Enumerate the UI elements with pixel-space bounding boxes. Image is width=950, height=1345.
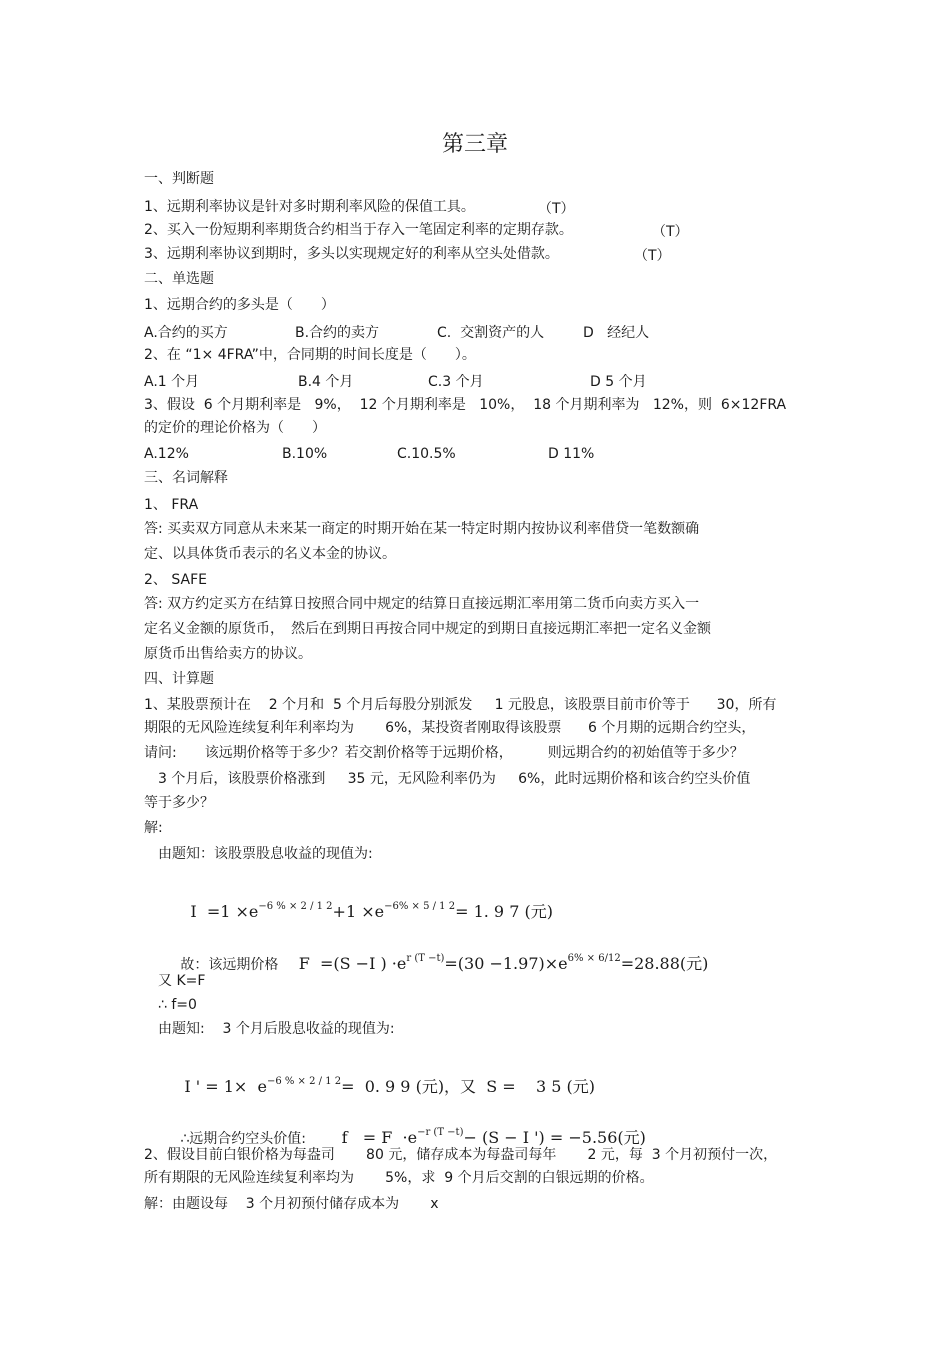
sc-q1-option-b: B.合约的卖方 <box>295 325 380 341</box>
sc-q1-option-a: A.合约的买方 <box>144 325 228 341</box>
sc-q1-option-d: D 经纪人 <box>583 325 650 341</box>
sc-question-1: 1、远期合约的多头是（ ） <box>144 297 335 313</box>
section-heading-calc: 四、计算题 <box>144 671 214 687</box>
calc-p1-line-3: 请问: 该远期价格等于多少？若交割价格等于远期价格， 则远期合约的初始值等于多少？ <box>144 745 744 761</box>
term-safe-answer-3: 原货币出售给卖方的协议。 <box>144 646 312 662</box>
sc-q1-option-c: C. 交割资产的人 <box>437 325 545 341</box>
sc-q3-option-b: B.10% <box>282 446 328 462</box>
tf-answer-1: （T） <box>538 201 575 217</box>
formula-dividend-pv-3m: I ' = $1\times e^{-6 \% \times 2 / 1 2}= 0$. 9 9 (元)，又 S = 3 5 (元) <box>184 1076 596 1096</box>
section-heading-single-choice: 二、单选题 <box>144 271 214 287</box>
tf-answer-2: （T） <box>652 224 689 240</box>
calc-p1-line-4: 3 个月后，该股票价格涨到 35 元，无风险利率仍为 6%，此时远期价格和该合约空头价值 <box>158 771 751 787</box>
calc-p2-line-2: 所有期限的无风险连续复利率均为 5%，求 9 个月后交割的白银远期的价格。 <box>144 1170 654 1186</box>
formula-forward-price: 故：该远期价格 F =(S −I ) $\cdot e^{r (T -t)}=(30 -1.97)\times e^{6\% \times 6/12}=28.88$(元) <box>180 953 709 973</box>
tf-question-3: 3、远期利率协议到期时，多头以实现规定好的利率从空头处借款。 <box>144 246 559 262</box>
calc-p1-line-2: 期限的无风险连续复利年利率均为 6%，某投资者刚取得该股票 6 个月期的远期合约空头， <box>144 720 756 736</box>
sc-question-3-cont: 的定价的理论价格为（ ） <box>144 420 326 436</box>
sc-q3-option-d: D 11% <box>548 446 595 462</box>
calc-p1-line-1: 1、某股票预计在 2 个月和 5 个月后每股分别派发 1 元股息，该股票目前市价等于 30，所有 <box>144 697 777 713</box>
formula-short-value: ∴远期合约空头价值: $f = F \cdot e^{-r (T -t)}- (S - I$ ') = −5.56(元) <box>180 1127 646 1147</box>
solution-label: 解: <box>144 820 163 836</box>
solution-line-3m: 由题知: 3 个月后股息收益的现值为: <box>158 1021 395 1037</box>
calc-p2-line-1: 2、假设目前白银价格为每盎司 80 元，储存成本为每盎司每年 2 元，每 3 个月初预付一次， <box>144 1147 778 1163</box>
section-heading-true-false: 一、判断题 <box>144 171 214 187</box>
term-fra: 1、 FRA <box>144 497 199 513</box>
tf-answer-3: （T） <box>634 248 671 264</box>
sc-question-2: 2、在 “1× 4FRA”中，合同期的时间长度是（ ）。 <box>144 347 476 363</box>
sc-question-3: 3、假设 6 个月期利率是 9%， 12 个月期利率是 10%， 18 个月期利率为 12%，则 6×12FRA <box>144 397 787 413</box>
solution-f-zero: ∴ f=0 <box>158 997 197 1013</box>
term-safe: 2、 SAFE <box>144 572 207 588</box>
term-safe-answer-2: 定名义金额的原货币， 然后在到期日再按合同中规定的到期日直接远期汇率把一定名义金额 <box>144 621 711 637</box>
solution-k-equals-f: 又 K=F <box>158 973 206 989</box>
term-safe-answer-1: 答: 双方约定买方在结算日按照合同中规定的结算日直接远期汇率用第二货币向卖方买入一 <box>144 596 700 612</box>
term-fra-answer-2: 定、以具体货币表示的名义本金的协议。 <box>144 546 396 562</box>
sc-q3-option-c: C.10.5% <box>397 446 456 462</box>
sc-q2-option-d: D 5 个月 <box>590 374 647 390</box>
sc-q2-option-c: C.3 个月 <box>428 374 484 390</box>
sc-q2-option-b: B.4 个月 <box>298 374 354 390</box>
section-heading-terms: 三、名词解释 <box>144 470 228 486</box>
tf-question-2: 2、买入一份短期利率期货合约相当于存入一笔固定利率的定期存款。 <box>144 222 573 238</box>
formula-dividend-pv: $I =1 \times e^{-6 \% \times 2 / 1 2}+1 \times e^{-6\% \times 5 / 1 2}= 1$. 9 7 (元) <box>190 901 553 921</box>
sc-q2-option-a: A.1 个月 <box>144 374 200 390</box>
chapter-title: 第三章 <box>441 132 508 157</box>
calc-p1-line-5: 等于多少？ <box>144 795 214 811</box>
sc-q3-option-a: A.12% <box>144 446 189 462</box>
calc-p2-solution: 解：由题设每 3 个月初预付储存成本为 x <box>144 1196 439 1212</box>
term-fra-answer-1: 答: 买卖双方同意从未来某一商定的时期开始在某一特定时期内按协议利率借贷一笔数额确 <box>144 521 700 537</box>
solution-line-1: 由题知：该股票股息收益的现值为: <box>158 846 373 862</box>
tf-question-1: 1、远期利率协议是针对多时期利率风险的保值工具。 <box>144 199 475 215</box>
